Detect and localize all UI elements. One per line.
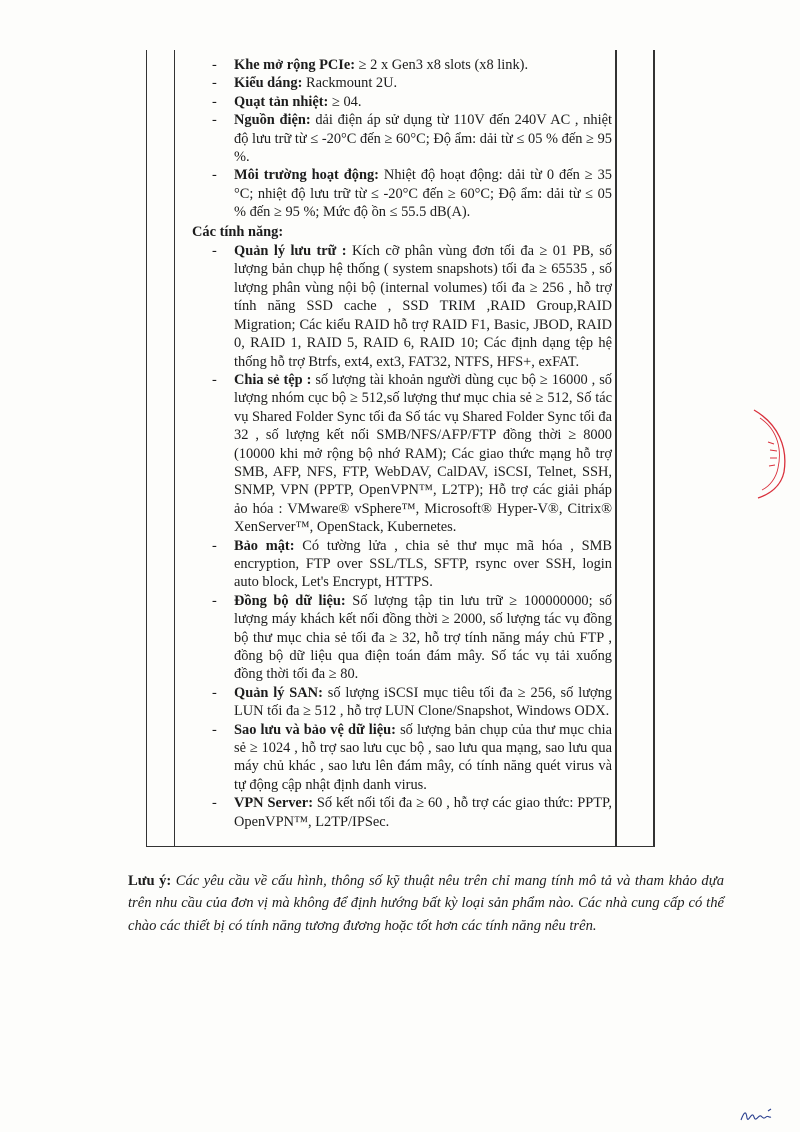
- feature-item: [192, 242, 612, 371]
- bullet-dash: -: [212, 93, 217, 110]
- bullet-dash: -: [212, 371, 217, 388]
- feature-item: [192, 592, 612, 684]
- feature-item: [192, 371, 612, 537]
- feature-text: Có tường lửa , chia sẻ thư mục mã hóa , SMB encryption, FTP over SSL/TLS, SFTP, rsync over SSH, login auto block, Let's Encrypt, HTTPS.: [234, 537, 613, 591]
- spec-item: [192, 111, 612, 166]
- bullet-dash: -: [212, 592, 217, 609]
- table-column-divider: [174, 50, 175, 847]
- feature-label: Quản lý lưu trữ :: [234, 243, 347, 260]
- note-paragraph: [128, 870, 724, 937]
- feature-label: Quản lý SAN:: [234, 684, 323, 701]
- features-heading: Các tính năng:: [192, 223, 284, 240]
- feature-text: Số lượng tập tin lưu trữ ≥ 100000000; số lượng máy khách kết nối đồng thời ≥ 2000, số lượng tác vụ đồng bộ thư mục chia sẻ tối đa ≥ 32, hỗ trợ tính năng máy chủ FTP , đồng bộ dữ liệu qua điện toán đám mây. Số tác vụ tải xuống đồng thời tối đa ≥ 80.: [234, 592, 612, 683]
- table-border-left: [146, 50, 147, 847]
- spec-item: [192, 74, 612, 92]
- spec-label: Nguồn điện:: [234, 112, 311, 129]
- bullet-dash: -: [212, 243, 217, 260]
- feature-label: Đồng bộ dữ liệu:: [234, 592, 346, 609]
- spec-label: Khe mở rộng PCIe:: [234, 57, 356, 73]
- bullet-dash: -: [212, 721, 217, 738]
- spec-text: ≥ 04.: [328, 93, 362, 110]
- bullet-dash: -: [212, 57, 217, 73]
- note-text: Các yêu cầu về cấu hình, thông số kỹ thuật nêu trên chỉ mang tính mô tả và tham khảo dựa trên nhu cầu của đơn vị mà không để định hướng bất kỳ loại sản phẩm nào. Các nhà cung cấp có thể chào các thiết bị có tính năng tương đương hoặc tốt hơn các tính năng nêu trên.: [128, 873, 724, 934]
- spec-item: [192, 56, 612, 74]
- spec-cell: [192, 56, 612, 831]
- feature-text: Số kết nối tối đa ≥ 60 , hỗ trợ các giao thức: PPTP, OpenVPN™, L2TP/IPSec.: [234, 795, 612, 830]
- feature-label: Chia sẻ tệp :: [234, 371, 312, 388]
- feature-label: Sao lưu và bảo vệ dữ liệu:: [234, 721, 396, 738]
- feature-item: [192, 794, 612, 831]
- spec-label: Môi trường hoạt động:: [234, 167, 379, 184]
- spec-item: [192, 93, 612, 111]
- feature-item: [192, 721, 612, 795]
- bullet-dash: -: [212, 795, 217, 812]
- feature-text: Kích cỡ phân vùng đơn tối đa ≥ 01 PB, số lượng bản chụp hệ thống ( system snapshots) tối đa ≥ 65535 , số lượng phân vùng nội bộ (internal volumes) tối đa ≥ 256 , hỗ trợ tính năng SSD cache , SSD TRIM ,RAID Group,RAID Migration; Các kiểu RAID hỗ trợ RAID F1, Basic, JBOD, RAID 0, RAID 1, RAID 5, RAID 6, RAID 10; Các định dạng tệp hệ thống hỗ trợ Btrfs, ext4, ext3, FAT32, NTFS, HFS+, exFAT.: [234, 243, 613, 370]
- table-border-bottom: [146, 846, 654, 847]
- handwritten-signature: [738, 1106, 778, 1126]
- table-column-divider-2: [616, 50, 617, 847]
- feature-item: [192, 537, 612, 592]
- spec-label: Quạt tản nhiệt:: [234, 93, 329, 110]
- red-stamp-mark: [748, 402, 794, 502]
- spec-text: Rackmount 2U.: [302, 75, 398, 92]
- feature-text: số lượng bản chụp của thư mục chia sẻ ≥ 1024 , hỗ trợ sao lưu cục bộ , sao lưu qua mạng, sao lưu qua máy chủ khác , sao lưu lên đám mây, có tính năng quét virus và tự động cập nhật định danh virus.: [234, 721, 612, 793]
- note-label: Lưu ý:: [128, 873, 172, 889]
- table-border-right-outer: [654, 50, 655, 847]
- feature-item: [192, 684, 612, 721]
- spec-text: ≥ 2 x Gen3 x8 slots (x8 link).: [355, 57, 529, 73]
- bullet-dash: -: [212, 684, 217, 701]
- spec-item: [192, 166, 612, 221]
- feature-label: VPN Server:: [234, 795, 313, 812]
- feature-text: số lượng tài khoản người dùng cục bộ ≥ 16000 , số lượng nhóm cục bộ ≥ 512,số lượng thư mục chia sẻ ≥ 512, Số tác vụ Shared Folder Sync tối đa Số tác vụ Shared Folder Sync tối đa 32 , số lượng kết nối SMB/NFS/AFP/FTP đồng thời ≥ 8000 (10000 khi mở rộng bộ nhớ RAM); Các giao thức mạng hỗ trợ SMB, AFP, NFS, FTP, WebDAV, CalDAV, iSCSI, Telnet, SSH, SNMP, VPN (PPTP, OpenVPN™, L2TP); Hỗ trợ các giải pháp ảo hóa : VMware® vSphere™, Microsoft® Hyper-V®, Citrix® XenServer™, OpenStack, Kubernetes.: [234, 371, 612, 536]
- bullet-dash: -: [212, 112, 217, 129]
- feature-label: Bảo mật:: [234, 537, 295, 554]
- bullet-dash: -: [212, 167, 217, 184]
- bullet-dash: -: [212, 537, 217, 554]
- spec-text: dải điện áp sử dụng từ 110V đến 240V AC , nhiệt độ lưu trữ từ ≤ -20°C đến ≥ 60°C; Độ ẩm: dải từ ≤ 05 % đến ≥ 95 %.: [234, 112, 612, 166]
- spec-text: Nhiệt độ hoạt động: dải từ 0 đến ≥ 35 °C; nhiệt độ lưu trữ từ ≤ -20°C đến ≥ 60°C; Độ ẩm: dải từ ≤ 05 % đến ≥ 95 %; Mức độ ồn ≤ 55.5 dB(A).: [234, 167, 612, 221]
- feature-text: số lượng iSCSI mục tiêu tối đa ≥ 256, số lượng LUN tối đa ≥ 512 , hỗ trợ LUN Clone/Snapshot, Windows ODX.: [234, 684, 612, 720]
- spec-label: Kiểu dáng:: [234, 75, 303, 92]
- bullet-dash: -: [212, 75, 217, 92]
